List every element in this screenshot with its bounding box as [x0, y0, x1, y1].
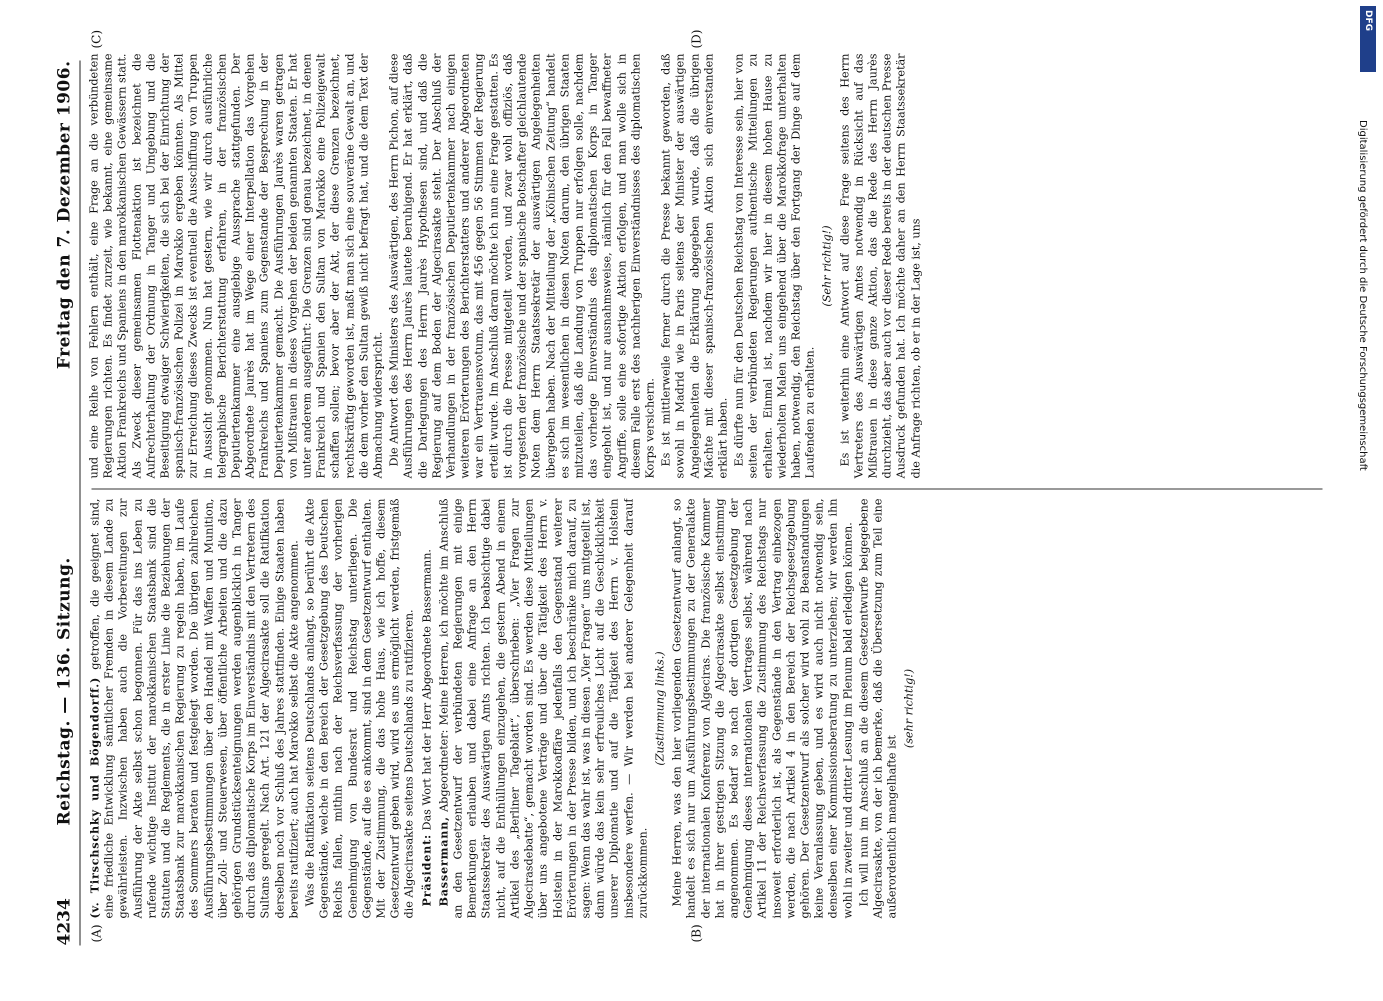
session-date: Freitag den 7. Dezember 1906.: [54, 60, 75, 370]
interjection: (Sehr richtig!): [820, 225, 834, 307]
paragraph: Es ist mittlerweile ferner durch die Presse bekannt geworden, daß sowohl in Madrid wie in Paris seitens der Minister der auswärtigen Angelegenheiten die Erklärung abgegeben wurde, daß die übrigen Mächte mit dieser spanisch-französischen Aktion sich einverstanden erklärt haben.: [659, 53, 730, 479]
speaker-name: Bassermann,: [436, 816, 451, 907]
page-number: 4234: [54, 898, 75, 946]
paragraph: Meine Herren, was den hier vorliegenden Gesetzentwurf anlangt, so handelt es sich nur um Ausführungsbestimmungen zu der Generalakte der internationalen Konferenz von Algeciras. Die französische Kammer hat in ihrer gestrigen Sitzung die Algecirasakte selbst einstimmig angenommen. Es bedarf so nach der dortigen Gesetzgebung der Genehmigung dieses internationalen Vertrages selbst, während nach Artikel 11 der Reichsverfassung die Zustimmung des Reichstags nur insoweit erforderlich ist, als Gegenstände in den Vertrag einbezogen werden, die nach Artikel 4 in den Bereich der Reichsgesetzgebung gehören. Der Gesetzentwurf als solcher wird wohl zu Beanstandungen keine Veranlassung geben, und es wird auch nicht notwendig sein, denselben einer Kommissionsberatung zu unterziehen; wir werden ihn wohl in zweiter und dritter Lesung im Plenum bald erledigen können.: [670, 498, 855, 919]
paragraph: Ich will nun im Anschluß an die diesem Gesetzentwurfe beigegebene Algecirasakte, von der ich bemerke, daß die Übersetzung zum Teil eine außerordentlich mangelhafte ist: [857, 498, 899, 919]
paragraph: [88, 499, 302, 919]
paragraph: Es dürfte nun für den Deutschen Reichstag von Interesse sein, hier von seiten der verbündeten Regierungen authentische Mitteilungen zu erhalten. Einmal ist, nachdem wir hier in diesem hohen Hause zu wiederholten Malen uns eingehend über die Marokkofrage unterhalten haben, notwendig, den Reichstag über den Fortgang der Dinge auf dem Laufenden zu erhalten.: [732, 53, 817, 479]
left-column: [88, 499, 1333, 919]
interjection: (Zustimmung links.): [653, 651, 667, 766]
rotated-page: [0, 1, 1383, 1001]
dfg-logo: [1360, 6, 1376, 72]
paragraph: Was die Ratifikation seitens Deutschlands anlangt, so berührt die Akte Gegenstände, welche in den Bereich der Gesetzgebung des Deutschen Reichs fallen, mithin nach der Reichsverfassung der vorherigen Genehmigung von Bundesrat und Reichstag unterliegen. Die Gegenstände, auf die es ankommt, sind in dem Gesetzentwurf enthalten. Mit der Zustimmung, die das hohe Haus, wie ich hoffe, diesem Gesetzentwurf geben wird, wird es uns ermöglicht werden, fristgemäß die Algecirasakte seitens Deutschlands zu ratifizieren.: [303, 498, 416, 919]
paragraph-text: getroffen, die geeignet sind, eine friedliche Entwicklung sämtlicher Fremden in diesem Lande zu gewährleisten. Inzwischen haben auch die Vorbereitungen zur Ausführung der Akte selbst schon begonnen. Für das ins Leben zu rufende wichtige Institut der marokkanischen Staatsbank sind die Statuten und die Reglements, die in erster Linie die Beziehungen der Staatsbank zur marokkanischen Regierung zu regeln haben, im Laufe des Sommers beraten und festgelegt worden. Die übrigen zahlreichen Ausführungsbestimmungen über den Handel mit Waffen und Munition, über Zoll- und Steuerwesen, über öffentliche Arbeiten und die dazu gehörigen Grundstücksenteignungen werden augenblicklich in Tanger durch das diplomatische Korps im Einverständnis mit den Vertretern des Sultans geregelt. Nach Art. 121 der Algecirasakte soll die Ratifikation derselben noch vor Schluß des Jahres stattfinden. Einige Staaten haben bereits ratifiziert; auch hat Marokko selbst die Akte angenommen.: [88, 498, 301, 919]
speaker-name: (v. Tirschschky und Bögendorff.): [87, 676, 102, 919]
page-header: [55, 61, 81, 946]
margin-marker-d: (D): [689, 29, 704, 49]
speaker-name: Präsident:: [419, 834, 434, 907]
paragraph: und eine Reihe von Fehlern enthält, eine Frage an die verbündeten Regierungen richten. Es findet zurzeit, wie bekannt, eine gemeinsame Aktion Frankreichs und Spaniens in den marokkanischen Gewässern statt. Als Zweck dieser gemeinsamen Flottenaktion ist bezeichnet die Aufrechterhaltung der Ordnung in Tanger und Umgebung und die Beseitigung etwaiger Schwierigkeiten, die sich bei der Einrichtung der spanisch-französischen Polizei in Marokko ergeben könnten. Als Mittel zur Erreichung dieses Zwecks ist eventuell die Ausschiffung von Truppen in Aussicht genommen. Nun hat gestern, wie wir durch ausführliche telegraphische Berichterstattung erfahren, in der französischen Deputiertenkammer eine ausgiebige Aussprache stattgefunden. Der Abgeordnete Jaurès hat im Wege einer Interpellation das Vorgehen Frankreichs und Spaniens zum Gegenstande der Besprechung in der Deputiertenkammer gemacht. Die Ausführungen Jaurès waren getragen von Mißtrauen in dieses Vorgehen der beiden genannten Staaten. Er hat unter anderem ausgeführt: Die Grenzen sind genau bezeichnet, in denen Frankreich und Spanien den Sultan von Marokko eine Polizeigewalt schaffen sollen; bevor aber der Akt, der diese Grenzen bezeichnet, rechtskräftig geworden ist, maßt man sich eine souveräne Gewalt an, und die dem vorher den Sultan gewiß nicht befragt hat, und die dem Text der Abmachung widerspricht.: [87, 53, 385, 479]
interjection: (sehr richtig!): [902, 668, 916, 749]
session-title: Reichstag. — 136. Sitzung.: [54, 557, 75, 826]
column-divider: [92, 489, 1323, 490]
paragraph: [436, 499, 650, 919]
margin-marker-c: (C): [89, 29, 104, 49]
paragraph-text: Abgeordneter: Meine Herren, ich möchte im Anschluß an den Gesetzentwurf der verbündeten Regierungen mit einige Bemerkungen erlauben und dabei eine Anfrage an den Herrn Staatssekretär des Auswärtigen Amts richten. Ich beabsichtige dabei nicht, auf die Enthüllungen einzugehen, die gestern Abend in einem Artikel des „Berliner Tageblatt“, überschrieben: „Vier Fragen zur Algecirasdebatte“, gemacht worden sind. Es werden diese Mitteilungen über uns angebotene Verträge und über die Tätigkeit des Herrn v. Holstein in der Marokkoaffäre jedenfalls den Gegenstand weiterer Erörterungen in der Presse bilden, und ich beschränke mich darauf, zu sagen: Wenn das wahr ist, was in diesen „Vier Fragen“ uns mitgeteilt ist, dann würde das kein sehr erfreuliches Licht auf die Geschicklichkeit unserer Diplomatie und auf die Tätigkeit des Herrn v. Holstein insbesondere werfen. — Wir werden bei anderer Gelegenheit darauf zurückkommen.: [437, 498, 650, 919]
margin-marker-b: (B): [689, 924, 704, 943]
paragraph-text: Das Wort hat der Herr Abgeordnete Bassermann.: [420, 549, 434, 831]
paragraph: Die Antwort des Ministers des Auswärtigen, des Herrn Pichon, auf diese Ausführungen des Herrn Jaurès lautete beruhigend. Er hat erklärt, daß die Darlegungen des Herrn Jaurès Hypothesen sind, und daß die Regierung auf dem Boden der Algecirasakte steht. Der Abschluß der Verhandlungen in der französischen Deputiertenkammer nach einigen weiteren Erörterungen des Berichterstatters und anderer Abgeordneten war ein Vertrauensvotum, das mit 456 gegen 56 Stimmen der Regierung erteilt wurde. Im Anschluß daran möchte ich nun eine Frage gestatten. Es ist durch die Presse mitgeteilt worden, und zwar wohl offiziös, daß vorgestern der französische und der spanische Botschafter gleichlautende Noten dem Herrn Staatssekretär der auswärtigen Angelegenheiten übergeben haben. Nach der Mitteilung der „Kölnischen Zeitung“ handelt es sich im wesentlichen in diesen Noten darum, den übrigen Staaten mitzuteilen, daß die Landung von Truppen nur erfolgen solle, nachdem das vorherige Einverständnis des diplomatischen Korps in Tanger eingeholt ist, und nur ausnahmsweise, nämlich für den Fall bewaffneter Angriffe, solle eine sofortige Aktion erfolgen, und man wolle sich in diesem Falle erst des nachherigen Einverständnisses des diplomatischen Korps versichern.: [387, 53, 657, 479]
digitization-credit: [1346, 120, 1376, 1000]
paragraph: [419, 499, 434, 919]
paragraph: Es ist weiterhin eine Antwort auf diese Frage seitens des Herrn Vertreters des Auswärtigen Amtes notwendig in Rücksicht auf das Mißtrauen in diese ganze Aktion, das die Rede des Herrn Jaurès durchzieht, das aber auch vor dieser Rede bereits in der deutschen Presse Ausdruck gefunden hat. Ich möchte daher an den Herrn Staatssekretär die Anfrage richten, ob er in der Lage ist, uns: [838, 53, 923, 479]
header-rule: [80, 61, 81, 946]
right-column: [88, 54, 1333, 479]
margin-marker-a: (A): [89, 924, 104, 943]
dfg-logo-text: DFG: [1363, 10, 1373, 32]
credit-text: Digitalisierung gefördert durch die Deutsche Forschungsgemeinschaft: [1357, 120, 1368, 471]
